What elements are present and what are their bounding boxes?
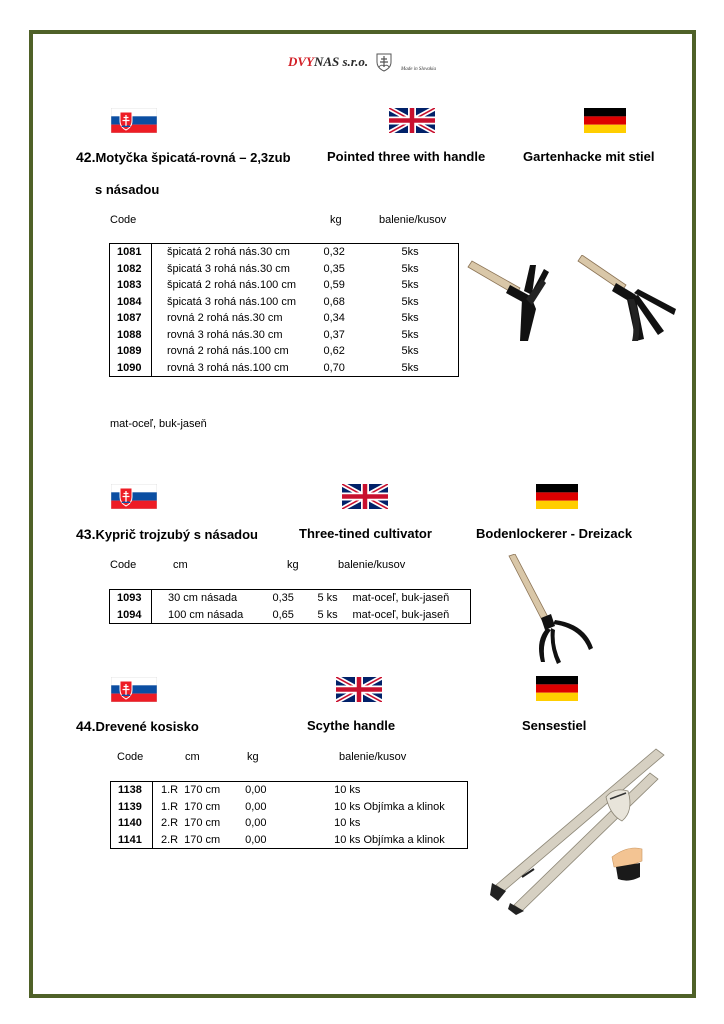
table-row — [110, 607, 471, 624]
cell-desc: špicatá 2 rohá nás.30 cm — [167, 246, 290, 259]
cell-code: 1089 — [110, 343, 152, 360]
scythe-handle-image — [488, 745, 670, 915]
column-header-balenie: balenie/kusov — [379, 214, 447, 226]
column-header-kg: kg — [330, 214, 342, 226]
cell-desc: rovná 2 rohá nás.30 cm — [167, 312, 283, 325]
cell-desc: špicatá 2 rohá nás.100 cm — [167, 279, 297, 292]
section-44-title-en: Scythe handle — [307, 718, 396, 733]
cell-desc: 100 cm násada — [168, 608, 244, 621]
cell-kg: 0,00 — [245, 800, 267, 813]
cell-pack: 5ks — [401, 246, 419, 259]
cell-pack: 5 ks — [317, 608, 338, 621]
cell-kg: 0,34 — [323, 312, 345, 325]
cell-length: 170 cm — [184, 833, 221, 846]
cell-desc: špicatá 3 rohá nás.30 cm — [167, 262, 290, 275]
page-header — [0, 52, 724, 72]
slovak-flag-icon — [111, 108, 157, 133]
cultivator-image — [505, 554, 605, 669]
cell-kg: 0,32 — [323, 246, 345, 259]
section-42-title-sk — [76, 149, 291, 165]
section-43-title-en: Three-tined cultivator — [299, 526, 432, 541]
cell-desc: rovná 3 rohá nás.30 cm — [167, 328, 283, 341]
table-row — [110, 327, 459, 344]
title-sk: Motyčka špicatá-rovná – 2,3zub — [95, 150, 291, 165]
cell-pack: 5ks — [401, 312, 419, 325]
cell-kg: 0,37 — [323, 328, 345, 341]
table-row — [110, 277, 459, 294]
table-row — [111, 782, 468, 799]
table-row — [110, 310, 459, 327]
title-sk: Kyprič trojzubý s násadou — [95, 527, 259, 542]
cell-length: 170 cm — [184, 817, 221, 830]
cell-pack: 5ks — [401, 295, 419, 308]
material-note: mat-oceľ, buk-jaseň — [110, 418, 207, 430]
section-number: 44. — [76, 718, 96, 734]
section-44-title-sk — [76, 718, 199, 734]
section-43-title-sk — [76, 526, 258, 542]
brand-dark-part: NAS s.r.o. — [313, 54, 369, 70]
column-header-cm: cm — [185, 751, 200, 763]
title-sk: Drevené kosisko — [95, 719, 199, 734]
cell-code: 1094 — [110, 607, 152, 624]
cell-pack: 5ks — [401, 361, 419, 374]
section-42-title-sk-line2: s násadou — [95, 182, 160, 197]
cell-kg: 0,65 — [272, 608, 294, 621]
cell-code: 1140 — [111, 815, 153, 832]
column-header-kg: kg — [247, 751, 259, 763]
cell-code: 1093 — [110, 590, 152, 607]
cell-length: 170 cm — [184, 784, 221, 797]
section-42-title-de: Gartenhacke mit stiel — [523, 149, 655, 164]
column-header-code: Code — [110, 559, 137, 571]
cell-desc: 30 cm násada — [168, 592, 238, 605]
cell-code: 1138 — [111, 782, 153, 799]
cell-code: 1084 — [110, 294, 152, 311]
cell-kg: 0,00 — [245, 833, 267, 846]
uk-flag-icon — [342, 484, 388, 509]
cell-kg: 0,35 — [272, 592, 294, 605]
table-row — [111, 815, 468, 832]
section-44-table — [110, 781, 468, 849]
section-43-table — [109, 589, 471, 624]
slovak-flag-icon — [111, 677, 157, 702]
cell-pack: 10 ks — [334, 817, 361, 830]
column-header-cm: cm — [173, 559, 188, 571]
cell-material: mat-oceľ, buk-jaseň — [352, 592, 450, 605]
cell-pack: 5 ks — [317, 592, 338, 605]
table-row — [110, 261, 459, 278]
cell-kg: 0,62 — [323, 345, 345, 358]
cell-material: mat-oceľ, buk-jaseň — [352, 608, 450, 621]
table-row — [110, 343, 459, 360]
cell-kg: 0,35 — [323, 262, 345, 275]
section-44-title-de: Sensestiel — [522, 718, 587, 733]
column-header-balenie: balenie/kusov — [338, 559, 406, 571]
cell-pack: 10 ks — [334, 784, 361, 797]
cell-kg: 0,59 — [323, 279, 345, 292]
cell-pack: 5ks — [401, 345, 419, 358]
column-header-code: Code — [110, 214, 137, 226]
cell-kg: 0,70 — [323, 361, 345, 374]
cell-code: 1088 — [110, 327, 152, 344]
cell-desc: špicatá 3 rohá nás.100 cm — [167, 295, 297, 308]
german-flag-icon — [536, 676, 578, 701]
brand-red-part: DVY — [287, 54, 314, 70]
slovak-crest-icon — [375, 52, 393, 72]
table-row — [110, 294, 459, 311]
column-header-balenie: balenie/kusov — [339, 751, 407, 763]
cell-code: 1081 — [110, 244, 152, 261]
cell-pack: 5ks — [401, 279, 419, 292]
uk-flag-icon — [336, 677, 382, 702]
cell-code: 1087 — [110, 310, 152, 327]
cell-type: 2.R — [161, 833, 179, 846]
cell-type: 2.R — [161, 817, 179, 830]
made-in-label: Made in Slovakia — [401, 67, 437, 72]
cell-kg: 0,00 — [245, 784, 267, 797]
cell-desc: rovná 2 rohá nás.100 cm — [167, 345, 289, 358]
cell-pack: 5ks — [401, 328, 419, 341]
cell-pack: 10 ks Objímka a klinok — [334, 833, 445, 846]
cell-code: 1082 — [110, 261, 152, 278]
cell-kg: 0,68 — [323, 295, 345, 308]
garden-hoe-image — [466, 255, 576, 345]
cell-type: 1.R — [161, 784, 179, 797]
cell-code: 1141 — [111, 832, 153, 849]
section-42-table — [109, 243, 459, 377]
cell-code: 1083 — [110, 277, 152, 294]
column-header-kg: kg — [287, 559, 299, 571]
section-43-title-de: Bodenlockerer - Dreizack — [476, 526, 633, 541]
column-header-code: Code — [117, 751, 144, 763]
cell-length: 170 cm — [184, 800, 221, 813]
garden-hoe-image — [576, 255, 686, 345]
slovak-flag-icon — [111, 484, 157, 509]
section-42-title-en: Pointed three with handle — [327, 149, 486, 164]
german-flag-icon — [584, 108, 626, 133]
cell-pack: 5ks — [401, 262, 419, 275]
cell-desc: rovná 3 rohá nás.100 cm — [167, 361, 289, 374]
cell-kg: 0,00 — [245, 817, 267, 830]
table-row — [110, 360, 459, 377]
table-row — [110, 590, 471, 607]
cell-code: 1090 — [110, 360, 152, 377]
cell-code: 1139 — [111, 799, 153, 816]
german-flag-icon — [536, 484, 578, 509]
section-number: 42. — [76, 149, 96, 165]
cell-type: 1.R — [161, 800, 179, 813]
uk-flag-icon — [389, 108, 435, 133]
section-number: 43. — [76, 526, 96, 542]
table-row — [111, 832, 468, 849]
table-row — [110, 244, 459, 261]
brand-name — [288, 54, 368, 69]
cell-pack: 10 ks Objímka a klinok — [334, 800, 445, 813]
table-row — [111, 799, 468, 816]
